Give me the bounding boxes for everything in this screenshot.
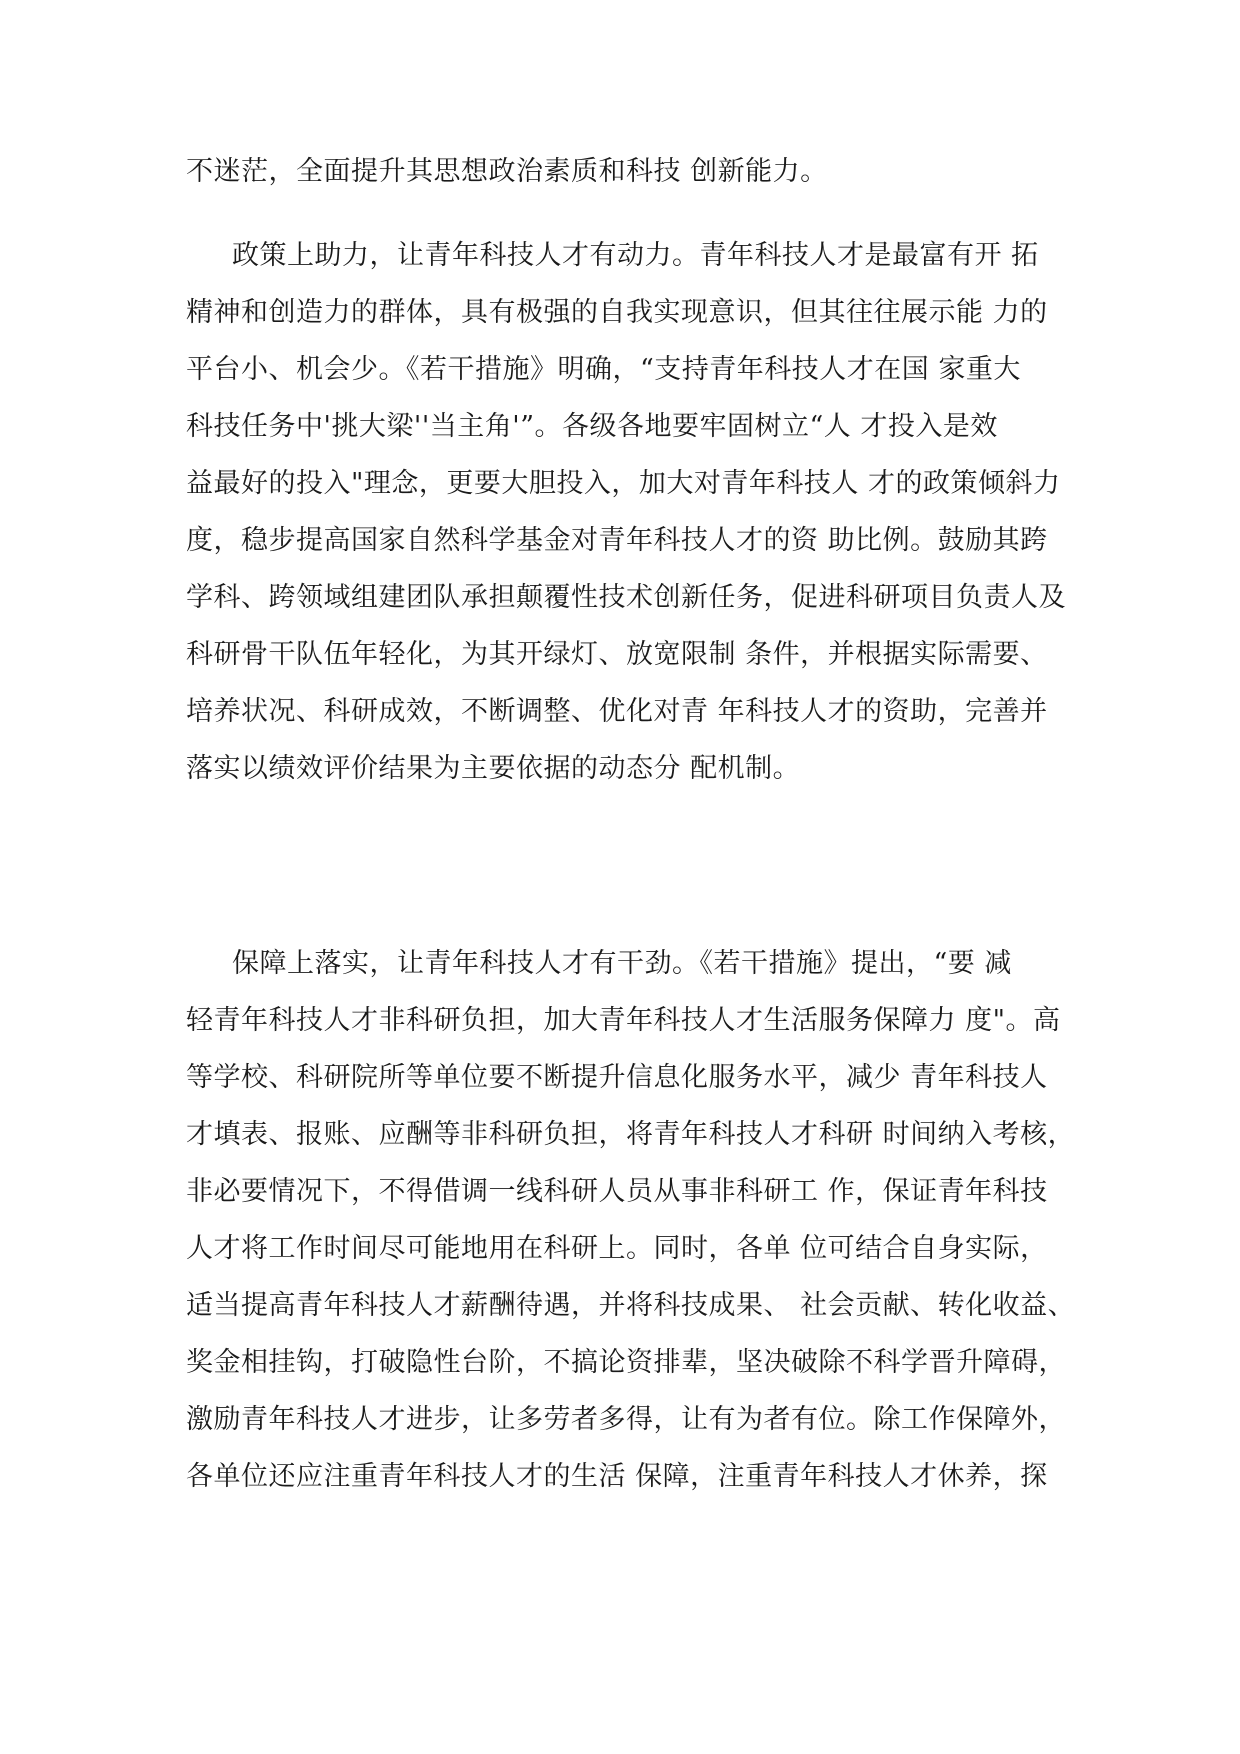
- text-line: 科技任务中'挑大梁''当主角'”。各级各地要牢固树立“人 才投入是效: [186, 411, 998, 442]
- text-line: 平台小、机会少。《若干措施》明确，“支持青年科技人才在国 家重大: [186, 354, 1021, 385]
- text-line: 精神和创造力的群体，具有极强的自我实现意识，但其往往展示能 力的: [186, 297, 1048, 328]
- text-line: 各单位还应注重青年科技人才的生活 保障，注重青年科技人才休养，探: [186, 1461, 1048, 1492]
- text-line: 奖金相挂钩，打破隐性台阶，不搞论资排辈，坚决破除不科学晋升障碍，: [186, 1347, 1066, 1378]
- text-line: 益最好的投入"理念，更要大胆投入，加大对青年科技人 才的政策倾斜力: [186, 468, 1061, 499]
- text-line: 科研骨干队伍年轻化，为其开绿灯、放宽限制 条件，并根据实际需要、: [186, 639, 1048, 670]
- text-line: 激励青年科技人才进步，让多劳者多得，让有为者有位。除工作保障外，: [186, 1404, 1066, 1435]
- text-line: 等学校、科研院所等单位要不断提升信息化服务水平，减少 青年科技人: [186, 1062, 1048, 1093]
- text-line: 政策上助力，让青年科技人才有动力。青年科技人才是最富有开 拓: [232, 240, 1039, 271]
- text-line: 适当提高青年科技人才薪酬待遇，并将科技成果、 社会贡献、转化收益、: [186, 1290, 1076, 1321]
- text-line: 培养状况、科研成效，不断调整、优化对青 年科技人才的资助，完善并: [186, 696, 1048, 727]
- text-line: 落实以绩效评价结果为主要依据的动态分 配机制。: [186, 753, 801, 784]
- text-line: 轻青年科技人才非科研负担，加大青年科技人才生活服务保障力 度"。高: [186, 1005, 1061, 1036]
- text-line: 保障上落实，让青年科技人才有干劲。《若干措施》提出，“要 减: [232, 948, 1012, 979]
- text-line: 学科、跨领域组建团队承担颠覆性技术创新任务，促进科研项目负责人及: [186, 582, 1066, 613]
- text-line: 不迷茫，全面提升其思想政治素质和科技 创新能力。: [186, 156, 828, 187]
- text-line: 人才将工作时间尽可能地用在科研上。同时，各单 位可结合自身实际，: [186, 1233, 1048, 1264]
- text-line: 非必要情况下，不得借调一线科研人员从事非科研工 作，保证青年科技: [186, 1176, 1048, 1207]
- text-line: 度，稳步提高国家自然科学基金对青年科技人才的资 助比例。鼓励其跨: [186, 525, 1048, 556]
- text-line: 才填表、报账、应酬等非科研负担，将青年科技人才科研 时间纳入考核，: [186, 1119, 1076, 1150]
